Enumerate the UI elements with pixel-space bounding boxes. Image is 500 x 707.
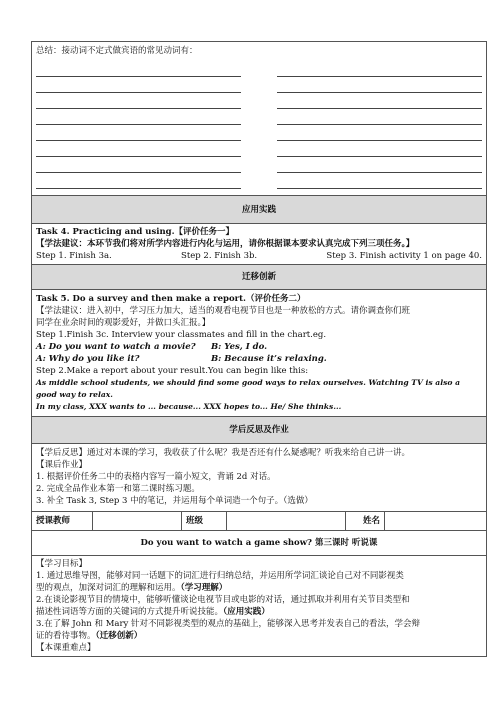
objective-3a: 3.在了解 John 和 Mary 针对不同影视类型的观点的基础上，能够深入思考并发表自己的看法，学会辩 <box>36 619 421 629</box>
homework-item: 2. 完成全品作业本第一和第二课时练习题。 <box>36 484 200 494</box>
sample-report-1: As middle school students, we should find some good ways to relax ourselves. Watching TV is also a good way to relax. <box>36 378 460 399</box>
task4-step-3: Step 3. Finish activity 1 on page 40. <box>326 251 482 261</box>
answer-lines <box>36 61 482 189</box>
lesson-title: Do you want to watch a game show? 第三课时 听说课 <box>32 531 487 556</box>
name-value[interactable] <box>385 512 487 530</box>
worksheet <box>31 41 487 657</box>
objective-2a: 2.在谈论影视节目的情境中，能够听懂谈论电视节目或电影的对话，通过抓取并利用有关节目类型和 <box>36 595 410 605</box>
task4-advice: 【学法建议：本环节我们将对所学内容进行内化与运用，请你根据课本要求认真完成下列三项任务。】 <box>36 239 415 249</box>
reflection-text: 【学后反思】通过对本课的学习，我收获了什么呢？我是否还有什么疑惑呢？听我来给自己讲一讲。 <box>36 448 411 458</box>
objective-1b-text: 型的观点，加深对词汇的理解和运用。 <box>36 583 181 593</box>
name-label: 姓名 <box>346 512 385 530</box>
dialog-line <box>36 341 482 353</box>
objective-2b <box>36 606 482 618</box>
dialog-question: A: Do you want to watch a movie? <box>36 342 196 352</box>
answer-line[interactable] <box>277 77 482 93</box>
task5-step-1: Step 1.Finish 3c. Interview your classmates and fill in the chart.eg. <box>36 330 327 340</box>
task4-steps <box>36 250 482 262</box>
dialog-answer: B: Yes, I do. <box>211 342 268 352</box>
homework-label: 【课后作业】 <box>36 460 88 470</box>
task4-title: Task 4. Practicing and using.【评价任务一】 <box>36 227 235 237</box>
task5-title: Task 5. Do a survey and then make a report.（评价任务二） <box>36 294 306 304</box>
class-label: 班级 <box>182 512 227 530</box>
homework-item: 3. 补全 Task 3, Step 3 中的笔记，并运用每个单词造一个句子。（选做） <box>36 496 313 506</box>
section-header-transfer: 迁移创新 <box>32 265 487 290</box>
objective-1a: 1. 通过思维导图，能够对同一话题下的词汇进行归纳总结，并运用所学词汇谈论自己对不同影视类 <box>36 571 404 581</box>
meta-table <box>32 512 486 530</box>
answer-line[interactable] <box>36 77 241 93</box>
answer-line[interactable] <box>36 93 241 109</box>
answer-line[interactable] <box>36 141 241 157</box>
dialog-question: A: Why do you like it? <box>36 354 140 364</box>
apply-cell <box>32 224 487 265</box>
summary-cell <box>32 42 487 196</box>
answer-line[interactable] <box>277 157 482 173</box>
objective-1b <box>36 582 482 594</box>
answer-lines-left <box>36 61 241 189</box>
answer-line[interactable] <box>277 173 482 189</box>
objective-3b <box>36 630 482 642</box>
answer-line[interactable] <box>277 61 482 77</box>
class-value[interactable] <box>227 512 346 530</box>
summary-label: 总结：接动词不定式做宾语的常见动词有： <box>36 46 198 56</box>
answer-line[interactable] <box>36 173 241 189</box>
dialog-line <box>36 353 482 365</box>
sample-report-2: In my class, XXX wants to ... because... XXX hopes to... He/ She thinks... <box>36 402 342 411</box>
dialog-answer: B: Because it’s relaxing. <box>211 354 327 364</box>
answer-line[interactable] <box>36 125 241 141</box>
task5-step-2: Step 2.Make a report about your result.You can begin like this: <box>36 366 309 376</box>
task4-step-1: Step 1. Finish 3a. <box>36 251 112 261</box>
objective-1-tag: （学习理解） <box>180 583 228 593</box>
task5-advice-1: 【学法建议：进入初中，学习压力加大，适当的观看电视节目也是一种放松的方式。请你调查你们班 <box>36 306 411 316</box>
task4-step-2: Step 2. Finish 3b. <box>181 251 258 261</box>
answer-line[interactable] <box>36 157 241 173</box>
meta-row <box>32 512 487 531</box>
section-header-reflection: 学后反思及作业 <box>32 417 487 444</box>
answer-line[interactable] <box>36 109 241 125</box>
transfer-cell <box>32 290 487 417</box>
answer-line[interactable] <box>277 141 482 157</box>
objectives-label: 【学习目标】 <box>36 559 88 569</box>
answer-line[interactable] <box>277 93 482 109</box>
objective-2-tag: （应用实践） <box>223 607 270 617</box>
worksheet-table <box>31 41 487 657</box>
reflection-cell <box>32 444 487 512</box>
teacher-label: 授课教师 <box>32 512 93 530</box>
answer-line[interactable] <box>36 61 241 77</box>
keypoints-label: 【本课重难点】 <box>36 643 96 653</box>
objective-3-tag: （迁移创新） <box>95 631 143 641</box>
answer-line[interactable] <box>277 109 482 125</box>
objectives-cell <box>32 556 487 657</box>
answer-lines-right <box>277 61 482 189</box>
objective-3b-text: 证的看待事物。 <box>36 631 96 641</box>
teacher-value[interactable] <box>93 512 182 530</box>
section-header-apply: 应用实践 <box>32 196 487 224</box>
answer-line[interactable] <box>277 125 482 141</box>
objective-2b-text: 描述性词语等方面的关键词的方式提升听说技能。 <box>36 607 224 617</box>
task5-advice-2: 同学在业余时间的观影爱好，并做口头汇报。】 <box>36 318 211 328</box>
homework-item: 1. 根据评价任务二中的表格内容写一篇小短文，背诵 2d 对话。 <box>36 472 276 482</box>
